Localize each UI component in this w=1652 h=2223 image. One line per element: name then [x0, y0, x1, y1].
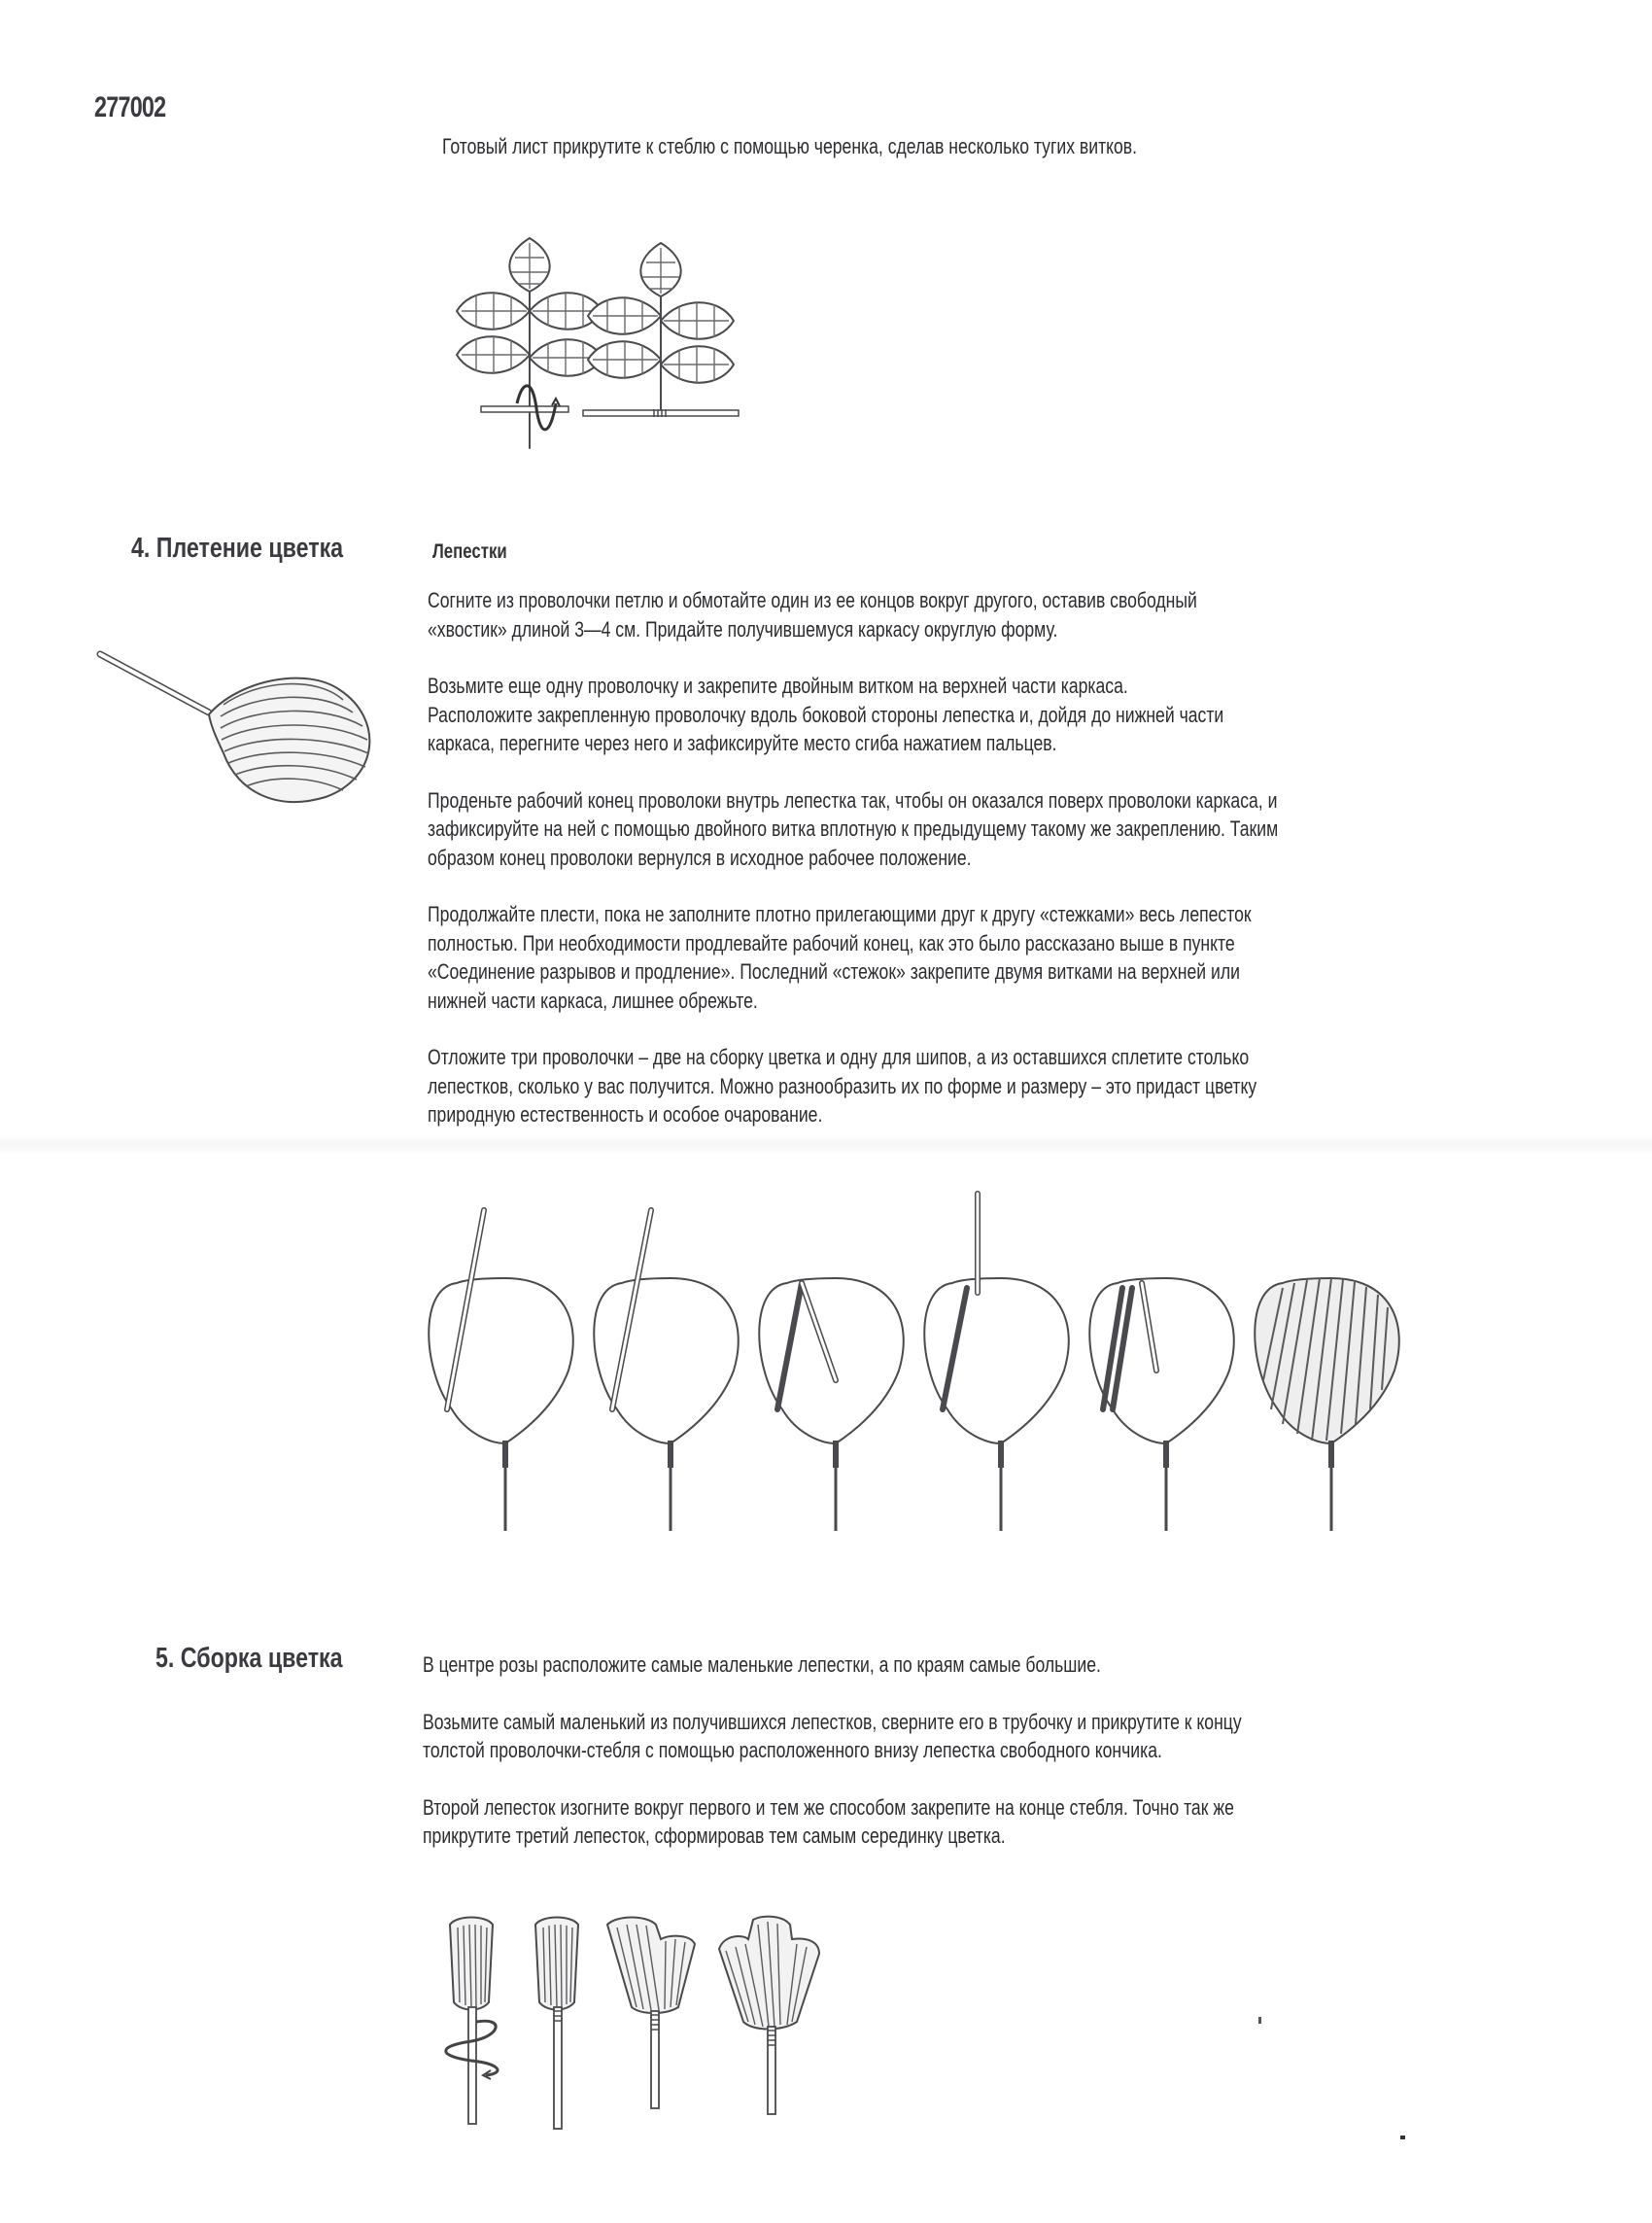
- text-line: прикрутите третий лепесток, сформировав тем самым серединку цветка.: [423, 1824, 1006, 1848]
- text-line: природную естественность и особое очарование.: [428, 1102, 823, 1127]
- assembly-step-2: [535, 1918, 578, 2130]
- document-code: 277002: [94, 91, 166, 123]
- paragraph: [428, 672, 1278, 758]
- paragraph: [428, 586, 1278, 643]
- text-line: зафиксируйте на ней с помощью двойного витка вплотную к предыдущему такому же закреплению. Таким: [428, 816, 1279, 841]
- leaf-branch-left: [457, 238, 602, 448]
- paragraph: [423, 1650, 1242, 1680]
- paragraph: [428, 786, 1278, 873]
- text-line: толстой проволочки-стебля с помощью расположенного внизу лепестка свободного кончика.: [423, 1738, 1162, 1762]
- paragraph: [428, 900, 1278, 1015]
- scan-speck: [1258, 2017, 1261, 2024]
- text-line: Расположите закрепленную проволочку вдоль боковой стороны лепестка и, дойдя до нижней части: [428, 702, 1224, 727]
- scan-speck: [1400, 2136, 1405, 2139]
- section-4-body: [428, 586, 1491, 1129]
- petal-step-4: [924, 1194, 1069, 1531]
- text-line: «Соединение разрывов и продление». Последний «стежок» закрепите двумя витками на верхней или: [428, 959, 1240, 984]
- text-line: нижней части каркаса, лишнее обрежьте.: [428, 988, 758, 1013]
- petal-step-6: [1255, 1278, 1399, 1531]
- leaf-branch-right: [583, 243, 739, 417]
- text-line: Возьмите еще одну проволочку и закрепите двойным витком на верхней части каркаса.: [428, 674, 1128, 698]
- intro-text: Готовый лист прикрутите к стеблю с помощью черенка, сделав несколько тугих витков.: [442, 134, 1138, 158]
- leaf-branch-figure: [447, 219, 709, 452]
- petal-step-3: [759, 1278, 904, 1531]
- text-line: Отложите три проволочки – две на сборку цветка и одну для шипов, а из оставшихся сплетите столько: [428, 1045, 1250, 1069]
- text-line: «хвостик» длиной 3—4 см. Придайте получившемуся каркасу округлую форму.: [428, 616, 1058, 642]
- paper-fold: [0, 1135, 1652, 1155]
- text-line: образом конец проволоки вернулся в исходное рабочее положение.: [428, 845, 972, 870]
- text-line: Проденьте рабочий конец проволоки внутрь лепестка так, чтобы он оказался поверх проволоки каркаса, и: [428, 787, 1278, 813]
- text-line: Продолжайте плести, пока не заполните плотно прилегающими друг к другу «стежками» весь лепесток: [428, 902, 1252, 926]
- section-5-body: [423, 1650, 1446, 1851]
- assembly-steps-figure: [432, 1910, 841, 2134]
- petal-step-5: [1089, 1278, 1234, 1531]
- text-line: Второй лепесток изогните вокруг первого и тем же способом закрепите на конце стебля. Точно так же: [423, 1794, 1234, 1820]
- petal-step-2: [594, 1210, 739, 1531]
- text-line: полностью. При необходимости продлевайте рабочий конец, как это было рассказано выше в пункте: [428, 930, 1235, 955]
- assembly-step-3: [607, 1918, 695, 2109]
- text-line: Согните из проволочки петлю и обмотайте один из ее концов вокруг другого, оставив свободный: [428, 588, 1197, 612]
- assembly-step-1: [446, 1918, 498, 2125]
- section-title-weaving: 4. Плетение цветка: [131, 533, 344, 564]
- paragraph: [428, 1043, 1278, 1129]
- text-line: лепестков, сколько у вас получится. Можно разнообразить их по форме и размеру – это придаст цветку: [428, 1073, 1257, 1098]
- assembly-step-4: [719, 1917, 819, 2114]
- text-line: В центре розы расположите самые маленькие лепестки, а по краям самые большие.: [423, 1652, 1101, 1677]
- text-line: Возьмите самый маленький из получившихся лепестков, сверните его в трубочку и прикрутите к концу: [423, 1709, 1242, 1734]
- paragraph: [423, 1793, 1242, 1851]
- section-title-assembly: 5. Сборка цветка: [155, 1643, 343, 1674]
- text-line: каркаса, перегните через него и зафиксируйте место сгиба нажатием пальцев.: [428, 731, 1057, 755]
- petal-step-1: [429, 1210, 573, 1531]
- woven-petal-figure: [92, 646, 394, 812]
- subsection-title-petals: Лепестки: [432, 540, 507, 563]
- paragraph: [423, 1708, 1242, 1765]
- petal-steps-figure: [408, 1186, 1419, 1546]
